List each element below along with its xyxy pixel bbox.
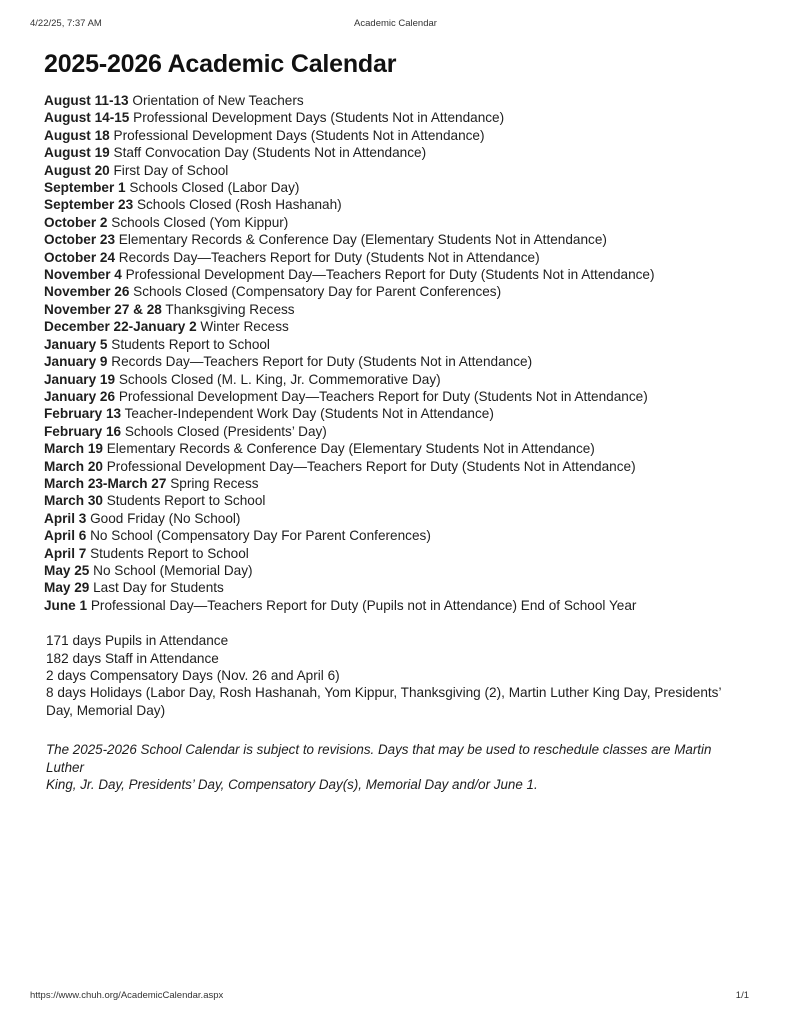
entry-description: Professional Development Days (Students Not in Attendance): [133, 110, 505, 126]
entry-description: Schools Closed (Rosh Hashanah): [136, 197, 342, 213]
summary-line: 182 days Staff in Attendance: [46, 650, 219, 666]
entry-description: No School (Compensatory Day For Parent Conferences): [90, 528, 431, 544]
entry-date: October 2: [44, 214, 108, 230]
document-body: [0, 48, 791, 793]
entry-date: October 24: [44, 249, 116, 265]
calendar-entry: [44, 458, 751, 475]
calendar-entry: [44, 109, 751, 126]
calendar-entry: [44, 492, 751, 509]
entry-description: Professional Day—Teachers Report for Duty (Pupils not in Attendance) End of School Year: [90, 597, 637, 613]
note-line: The 2025-2026 School Calendar is subject to revisions. Days that may be used to reschedule classes are Martin Luther: [46, 742, 712, 775]
entry-description: Elementary Records & Conference Day (Elementary Students Not in Attendance): [118, 232, 607, 248]
entry-date: November 4: [44, 267, 122, 283]
calendar-entry: [44, 579, 751, 596]
entry-description: Professional Development Day—Teachers Report for Duty (Students Not in Attendance): [106, 458, 636, 474]
entry-date: January 9: [44, 354, 108, 370]
summary-line: 171 days Pupils in Attendance: [46, 633, 229, 649]
entry-description: Records Day—Teachers Report for Duty (Students Not in Attendance): [118, 249, 540, 265]
entry-date: June 1: [44, 597, 88, 613]
calendar-entry: [44, 597, 751, 614]
print-timestamp: 4/22/25, 7:37 AM: [30, 18, 102, 29]
page-title: 2025-2026 Academic Calendar: [44, 50, 397, 78]
print-header: [0, 18, 791, 32]
entry-description: First Day of School: [113, 162, 229, 178]
entry-description: No School (Memorial Day): [93, 562, 253, 578]
entry-date: December 22-January 2: [44, 319, 197, 335]
entry-date: April 3: [44, 510, 87, 526]
calendar-entry: [44, 249, 751, 266]
entry-date: November 27 & 28: [44, 301, 162, 317]
entry-description: Orientation of New Teachers: [132, 93, 304, 108]
summary-line: 2 days Compensatory Days (Nov. 26 and April 6): [46, 668, 340, 683]
calendar-entry: [44, 231, 751, 248]
entry-description: Professional Development Days (Students Not in Attendance): [113, 127, 485, 143]
print-page-title: Academic Calendar: [354, 18, 437, 29]
entry-description: Schools Closed (Presidents’ Day): [124, 423, 327, 439]
entry-description: Schools Closed (Compensatory Day for Parent Conferences): [133, 284, 502, 300]
entry-date: January 26: [44, 388, 116, 404]
calendar-entry: [44, 92, 751, 109]
entry-description: Last Day for Students: [93, 580, 224, 596]
entry-date: February 16: [44, 423, 122, 439]
entry-date: April 7: [44, 545, 87, 561]
entry-description: Students Report to School: [106, 493, 266, 509]
entry-description: Schools Closed (M. L. King, Jr. Commemorative Day): [118, 371, 441, 387]
entry-description: Students Report to School: [111, 336, 270, 352]
entry-date: August 19: [44, 145, 110, 161]
entry-date: March 23-March 27: [44, 475, 167, 491]
entry-date: March 19: [44, 441, 103, 457]
entry-description: Staff Convocation Day (Students Not in Attendance): [113, 145, 427, 161]
calendar-entry: [44, 510, 751, 527]
calendar-entry: [44, 545, 751, 562]
calendar-entry: [44, 353, 751, 370]
entry-description: Winter Recess: [200, 319, 289, 335]
calendar-entry-list: [0, 92, 791, 614]
calendar-entry: [44, 405, 751, 422]
entry-date: August 20: [44, 162, 110, 178]
calendar-entry: [44, 179, 751, 196]
entry-date: March 30: [44, 493, 103, 509]
entry-description: Professional Development Day—Teachers Report for Duty (Students Not in Attendance): [118, 388, 648, 404]
entry-description: Spring Recess: [170, 475, 259, 491]
entry-date: May 29: [44, 580, 90, 596]
page-number: 1/1: [735, 990, 749, 1001]
calendar-entry: [44, 388, 751, 405]
entry-date: May 25: [44, 562, 90, 578]
calendar-entry: [44, 127, 751, 144]
entry-date: August 14-15: [44, 110, 130, 126]
entry-date: August 18: [44, 127, 110, 143]
entry-description: Good Friday (No School): [90, 510, 241, 526]
entry-date: March 20: [44, 458, 103, 474]
entry-date: February 13: [44, 406, 122, 422]
entry-description: Schools Closed (Yom Kippur): [111, 214, 289, 230]
entry-description: Records Day—Teachers Report for Duty (Students Not in Attendance): [111, 354, 533, 370]
entry-date: April 6: [44, 528, 87, 544]
calendar-entry: [44, 336, 751, 353]
entry-date: September 1: [44, 180, 126, 196]
source-url: https://www.chuh.org/AcademicCalendar.aspx: [30, 990, 224, 1001]
calendar-entry: [44, 283, 751, 300]
calendar-entry: [44, 423, 751, 440]
calendar-entry: [44, 196, 751, 213]
calendar-entry: [44, 144, 751, 161]
calendar-entry: [44, 301, 751, 318]
entry-date: August 11-13: [44, 93, 129, 108]
calendar-entry: [44, 562, 751, 579]
entry-date: September 23: [44, 197, 134, 213]
calendar-entry: [44, 371, 751, 388]
calendar-entry: [44, 318, 751, 335]
calendar-entry: [44, 266, 751, 283]
entry-description: Teacher-Independent Work Day (Students Not in Attendance): [124, 406, 494, 422]
revision-note: [0, 741, 791, 793]
calendar-entry: [44, 162, 751, 179]
print-footer: [0, 990, 791, 1004]
entry-description: Schools Closed (Labor Day): [129, 180, 300, 196]
entry-description: Professional Development Day—Teachers Report for Duty (Students Not in Attendance): [125, 267, 655, 283]
entry-description: Elementary Records & Conference Day (Elementary Students Not in Attendance): [106, 441, 595, 457]
attendance-summary: [0, 632, 791, 719]
entry-description: Thanksgiving Recess: [165, 301, 295, 317]
entry-date: January 19: [44, 371, 116, 387]
entry-date: November 26: [44, 284, 130, 300]
calendar-entry: [44, 475, 751, 492]
calendar-entry: [44, 214, 751, 231]
entry-date: January 5: [44, 336, 108, 352]
calendar-entry: [44, 440, 751, 457]
entry-date: October 23: [44, 232, 116, 248]
note-line: King, Jr. Day, Presidents’ Day, Compensatory Day(s), Memorial Day and/or June 1.: [46, 777, 538, 793]
entry-description: Students Report to School: [90, 545, 249, 561]
calendar-entry: [44, 527, 751, 544]
summary-line: 8 days Holidays (Labor Day, Rosh Hashanah, Yom Kippur, Thanksgiving (2), Martin Luther King Day, Presidents’ Day, Memorial Day): [46, 685, 721, 718]
